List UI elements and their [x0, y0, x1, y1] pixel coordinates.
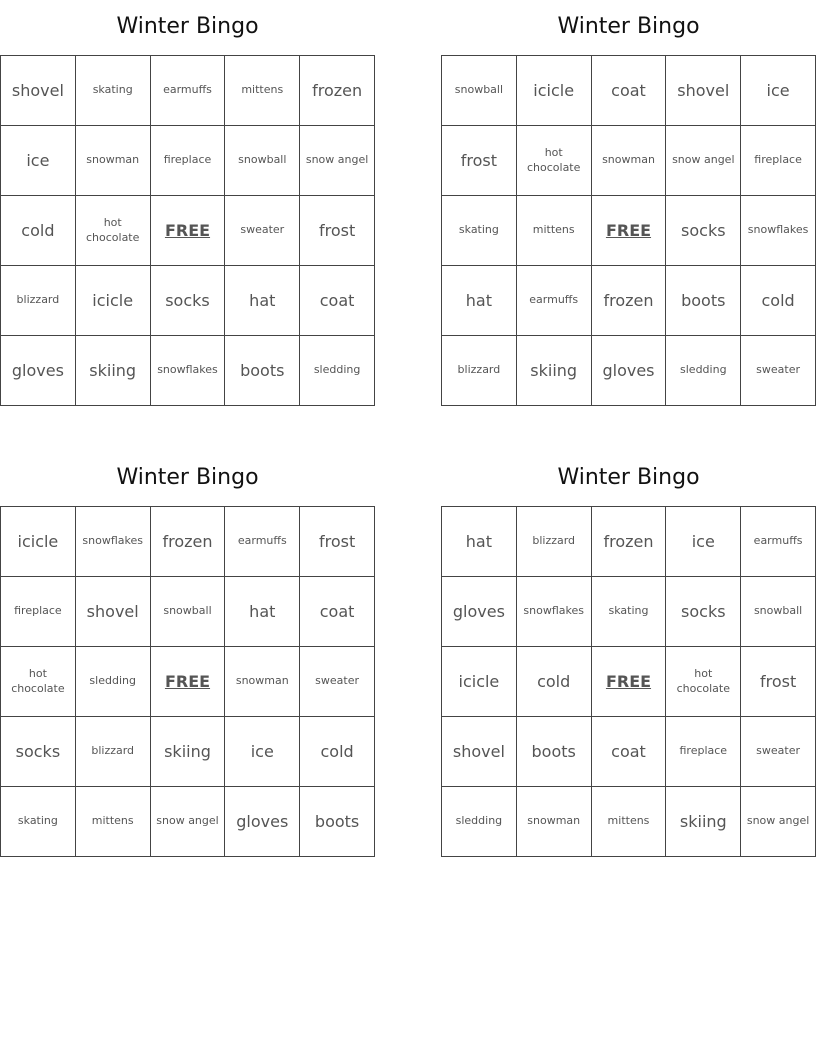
- grid-row: [442, 717, 816, 787]
- bingo-cell: sledding: [75, 647, 150, 717]
- bingo-cell: blizzard: [75, 717, 150, 787]
- grid-row: [1, 787, 375, 857]
- bingo-cell: earmuffs: [516, 266, 591, 336]
- bingo-cell: hot chocolate: [666, 647, 741, 717]
- grid-row: [442, 787, 816, 857]
- bingo-cell: boots: [666, 266, 741, 336]
- bingo-cell: skating: [75, 56, 150, 126]
- bingo-cell: snowflakes: [741, 196, 816, 266]
- bingo-grid: [441, 506, 816, 857]
- bingo-cell: fireplace: [150, 126, 225, 196]
- bingo-cell: hat: [225, 577, 300, 647]
- grid-row: [442, 266, 816, 336]
- bingo-cell: skating: [442, 196, 517, 266]
- free-space: FREE: [150, 647, 225, 717]
- bingo-cell: snow angel: [150, 787, 225, 857]
- bingo-cell: icicle: [442, 647, 517, 717]
- bingo-cell: sledding: [442, 787, 517, 857]
- bingo-cell: cold: [300, 717, 375, 787]
- bingo-cell: gloves: [1, 336, 76, 406]
- bingo-cell: skating: [591, 577, 666, 647]
- bingo-cell: coat: [591, 56, 666, 126]
- grid-row: [442, 507, 816, 577]
- bingo-cell: coat: [591, 717, 666, 787]
- grid-row: [1, 336, 375, 406]
- bingo-grid: [441, 55, 816, 406]
- grid-row: [442, 336, 816, 406]
- bingo-cell: sweater: [225, 196, 300, 266]
- bingo-cell: blizzard: [442, 336, 517, 406]
- grid-row: [442, 577, 816, 647]
- card-title: Winter Bingo: [116, 14, 259, 39]
- bingo-cell: socks: [150, 266, 225, 336]
- bingo-cell: snowflakes: [150, 336, 225, 406]
- free-space: FREE: [591, 196, 666, 266]
- bingo-cell: frozen: [591, 507, 666, 577]
- bingo-cell: skiing: [666, 787, 741, 857]
- bingo-cell: snowball: [741, 577, 816, 647]
- bingo-cell: frozen: [300, 56, 375, 126]
- grid-row: [1, 56, 375, 126]
- bingo-cell: fireplace: [666, 717, 741, 787]
- bingo-cell: snowflakes: [75, 507, 150, 577]
- bingo-cell: sweater: [741, 717, 816, 787]
- grid-row: [1, 647, 375, 717]
- bingo-cell: socks: [666, 577, 741, 647]
- bingo-cell: skiing: [150, 717, 225, 787]
- bingo-cell: coat: [300, 577, 375, 647]
- grid-row: [442, 196, 816, 266]
- bingo-cell: mittens: [225, 56, 300, 126]
- bingo-cell: icicle: [1, 507, 76, 577]
- grid-row: [1, 507, 375, 577]
- bingo-cell: snowman: [225, 647, 300, 717]
- bingo-cell: sledding: [300, 336, 375, 406]
- grid-row: [442, 126, 816, 196]
- bingo-cell: earmuffs: [225, 507, 300, 577]
- bingo-cell: mittens: [516, 196, 591, 266]
- bingo-cell: skating: [1, 787, 76, 857]
- bingo-cell: mittens: [591, 787, 666, 857]
- bingo-cell: snow angel: [666, 126, 741, 196]
- grid-row: [1, 126, 375, 196]
- bingo-cell: socks: [666, 196, 741, 266]
- bingo-cell: icicle: [516, 56, 591, 126]
- bingo-cell: snowball: [150, 577, 225, 647]
- bingo-cell: frozen: [150, 507, 225, 577]
- bingo-cell: shovel: [1, 56, 76, 126]
- free-space: FREE: [591, 647, 666, 717]
- bingo-cell: snow angel: [741, 787, 816, 857]
- bingo-cell: gloves: [591, 336, 666, 406]
- bingo-cell: skiing: [516, 336, 591, 406]
- bingo-cell: sweater: [300, 647, 375, 717]
- bingo-cell: snowman: [591, 126, 666, 196]
- bingo-cell: boots: [225, 336, 300, 406]
- bingo-cell: cold: [741, 266, 816, 336]
- bingo-cell: snowman: [516, 787, 591, 857]
- bingo-cell: coat: [300, 266, 375, 336]
- bingo-cell: earmuffs: [150, 56, 225, 126]
- grid-row: [1, 196, 375, 266]
- bingo-cell: shovel: [666, 56, 741, 126]
- bingo-cell: fireplace: [1, 577, 76, 647]
- bingo-cell: hot chocolate: [1, 647, 76, 717]
- grid-row: [442, 647, 816, 717]
- card-title: Winter Bingo: [557, 14, 700, 39]
- bingo-cell: frost: [741, 647, 816, 717]
- bingo-cell: shovel: [75, 577, 150, 647]
- bingo-cell: frozen: [591, 266, 666, 336]
- bingo-cell: ice: [1, 126, 76, 196]
- grid-row: [1, 577, 375, 647]
- bingo-cell: snowball: [225, 126, 300, 196]
- bingo-cell: blizzard: [516, 507, 591, 577]
- bingo-cell: cold: [516, 647, 591, 717]
- bingo-cell: hat: [225, 266, 300, 336]
- bingo-cell: cold: [1, 196, 76, 266]
- bingo-cell: frost: [442, 126, 517, 196]
- bingo-grid: [0, 506, 375, 857]
- bingo-cell: snowball: [442, 56, 517, 126]
- bingo-cell: shovel: [442, 717, 517, 787]
- bingo-cell: earmuffs: [741, 507, 816, 577]
- bingo-cell: hot chocolate: [75, 196, 150, 266]
- bingo-cell: hot chocolate: [516, 126, 591, 196]
- grid-row: [1, 717, 375, 787]
- bingo-cell: snowman: [75, 126, 150, 196]
- bingo-cell: snow angel: [300, 126, 375, 196]
- bingo-cell: mittens: [75, 787, 150, 857]
- bingo-cell: frost: [300, 507, 375, 577]
- bingo-cell: socks: [1, 717, 76, 787]
- bingo-cell: ice: [666, 507, 741, 577]
- bingo-cell: icicle: [75, 266, 150, 336]
- bingo-cell: blizzard: [1, 266, 76, 336]
- bingo-cell: snowflakes: [516, 577, 591, 647]
- bingo-cell: fireplace: [741, 126, 816, 196]
- bingo-cell: skiing: [75, 336, 150, 406]
- bingo-cell: gloves: [225, 787, 300, 857]
- bingo-cell: boots: [300, 787, 375, 857]
- bingo-cell: ice: [225, 717, 300, 787]
- bingo-grid: [0, 55, 375, 406]
- bingo-cell: hat: [442, 266, 517, 336]
- bingo-cell: sledding: [666, 336, 741, 406]
- bingo-cell: gloves: [442, 577, 517, 647]
- bingo-cell: sweater: [741, 336, 816, 406]
- bingo-cell: boots: [516, 717, 591, 787]
- bingo-cell: hat: [442, 507, 517, 577]
- grid-row: [1, 266, 375, 336]
- bingo-cell: ice: [741, 56, 816, 126]
- card-title: Winter Bingo: [116, 465, 259, 490]
- free-space: FREE: [150, 196, 225, 266]
- card-title: Winter Bingo: [557, 465, 700, 490]
- bingo-cell: frost: [300, 196, 375, 266]
- grid-row: [442, 56, 816, 126]
